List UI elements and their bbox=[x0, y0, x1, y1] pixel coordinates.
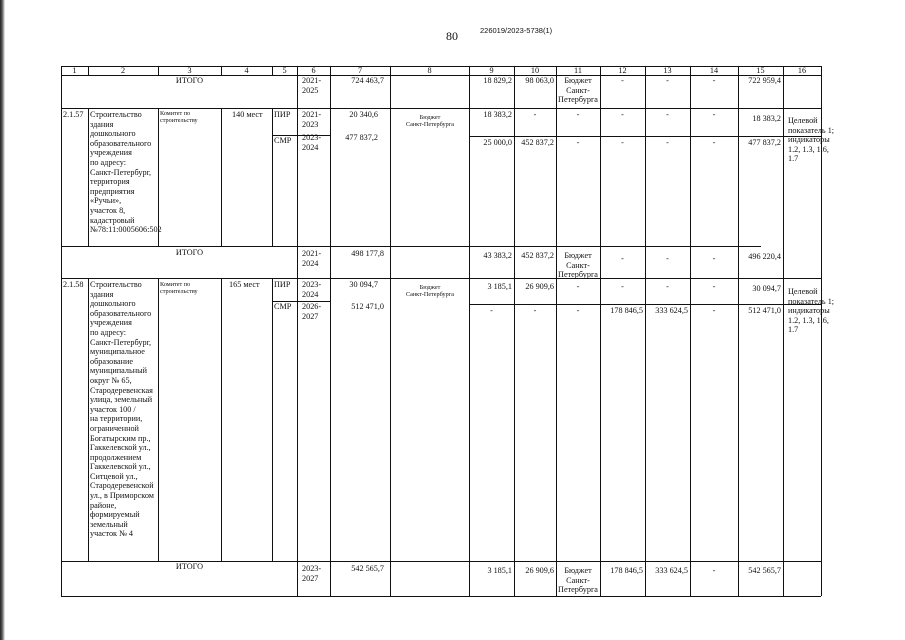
work-type-cell: ПИР bbox=[274, 110, 291, 119]
value-cell: - bbox=[666, 76, 669, 85]
value-cell: 25 000,0 bbox=[483, 138, 512, 147]
value-cell: - bbox=[712, 282, 716, 291]
value-cell: - bbox=[621, 282, 624, 291]
budget-cell: Бюджет Санкт-Петербурга bbox=[405, 284, 455, 298]
header-cell: 3 bbox=[187, 66, 192, 75]
header-cell: 14 bbox=[709, 66, 719, 75]
header-cell: 13 bbox=[663, 66, 672, 75]
value-cell: - bbox=[533, 110, 537, 119]
value-cell: 26 909,6 bbox=[525, 566, 554, 575]
work-type-cell: СМР bbox=[274, 136, 292, 145]
value-cell: 18 829,2 bbox=[483, 76, 512, 85]
work-type-cell: СМР bbox=[274, 302, 292, 311]
source-cell: Бюджет Санкт- Петербурга bbox=[558, 251, 598, 280]
value-cell: - bbox=[712, 76, 716, 85]
customer-cell: Комитет по строительству bbox=[160, 281, 198, 295]
header-cell: 8 bbox=[427, 66, 432, 75]
value-cell: - bbox=[666, 282, 669, 291]
value-cell: 542 565,7 bbox=[748, 566, 781, 575]
years-cell: 2023- 2024 bbox=[302, 133, 322, 152]
header-cell: 15 bbox=[756, 66, 765, 75]
value-cell: - bbox=[712, 306, 716, 315]
value-cell: 18 383,2 bbox=[752, 114, 781, 123]
header-cell: 7 bbox=[357, 66, 363, 75]
header-cell: 11 bbox=[574, 66, 582, 75]
value-cell: 496 220,4 bbox=[748, 252, 781, 261]
value-cell: - bbox=[666, 138, 669, 147]
page-number: 80 bbox=[446, 29, 458, 43]
value-cell: - bbox=[621, 110, 624, 119]
value-cell: 333 624,5 bbox=[655, 566, 688, 575]
indicator-cell: Целевой показатель 1; индикаторы 1.2, 1.3, 1.6, 1.7 bbox=[788, 287, 835, 335]
row-number: 2.1.57 bbox=[63, 110, 84, 119]
value-cell: - bbox=[576, 282, 580, 291]
value-cell: 178 846,5 bbox=[610, 306, 643, 315]
object-description: Строительство здания дошкольного образовательного учреждения по адресу: Санкт-Петербург, территория предприятия «Ручьи», участок 8, кадастровый №78:11:0005606:502 bbox=[90, 110, 162, 235]
amount-cell: 498 177,8 bbox=[351, 249, 384, 258]
value-cell: 178 846,5 bbox=[610, 566, 643, 575]
years-cell: 2021- 2023 bbox=[302, 110, 322, 129]
value-cell: - bbox=[576, 306, 580, 315]
value-cell: - bbox=[712, 254, 716, 263]
source-cell: Бюджет Санкт- Петербурга bbox=[558, 566, 598, 595]
value-cell: - bbox=[576, 110, 580, 119]
amount-cell: 30 094,7 bbox=[349, 280, 378, 289]
budget-cell: Бюджет Санкт-Петербурга bbox=[405, 114, 455, 128]
value-cell: - bbox=[490, 306, 493, 315]
value-cell: 3 185,1 bbox=[487, 566, 512, 575]
amount-cell: 724 463,7 bbox=[351, 76, 384, 85]
value-cell: 512 471,0 bbox=[748, 306, 781, 315]
object-description: Строительство здания дошкольного образовательного учреждения по адресу: Санкт-Петербург, муниципальное образование муниципальный округ № 65, Стародеревенская улица, земельный участок 100 / на территории, ограниченной Богатырским пр., Гаккелевской ул., продолжением Гаккелевской ул., Ситцевой ул., Стародеревенской ул., в Приморском районе, формируемый земельный участок № 4 bbox=[90, 280, 154, 539]
total-label: ИТОГО bbox=[175, 562, 204, 571]
header-cell: 10 bbox=[530, 66, 540, 75]
value-cell: - bbox=[666, 110, 669, 119]
value-cell: - bbox=[712, 138, 716, 147]
value-cell: - bbox=[666, 254, 669, 263]
value-cell: 30 094,7 bbox=[752, 284, 781, 293]
value-cell: 26 909,6 bbox=[525, 282, 554, 291]
capacity-cell: 140 мест bbox=[232, 110, 263, 119]
work-type-cell: ПИР bbox=[274, 280, 291, 289]
value-cell: 333 624,5 bbox=[655, 306, 688, 315]
value-cell: - bbox=[533, 306, 537, 315]
value-cell: 722 959,4 bbox=[748, 76, 781, 85]
value-cell: - bbox=[621, 254, 624, 263]
source-cell: Бюджет Санкт- Петербурга bbox=[558, 76, 598, 105]
capacity-cell: 165 мест bbox=[229, 280, 260, 289]
value-cell: - bbox=[712, 110, 716, 119]
years-cell: 2023- 2027 bbox=[302, 564, 322, 583]
years-cell: 2021- 2025 bbox=[302, 76, 322, 95]
years-cell: 2023- 2024 bbox=[302, 280, 322, 299]
value-cell: 452 837,2 bbox=[521, 251, 554, 260]
header-cell: 4 bbox=[244, 66, 249, 75]
header-cell: 16 bbox=[797, 66, 807, 75]
value-cell: 3 185,1 bbox=[487, 282, 512, 291]
value-cell: 477 837,2 bbox=[748, 138, 781, 147]
total-label: ИТОГО bbox=[175, 248, 204, 257]
scan-binding-edge bbox=[0, 0, 5, 640]
value-cell: - bbox=[621, 76, 624, 85]
value-cell: 18 383,2 bbox=[483, 110, 512, 119]
header-cell: 6 bbox=[311, 66, 316, 75]
years-cell: 2026- 2027 bbox=[302, 302, 322, 321]
value-cell: 98 063,0 bbox=[525, 76, 554, 85]
header-cell: 2 bbox=[120, 66, 126, 75]
value-cell: - bbox=[576, 138, 580, 147]
header-cell: 1 bbox=[72, 66, 77, 75]
row-number: 2.1.58 bbox=[63, 280, 84, 289]
value-cell: 452 837,2 bbox=[521, 138, 554, 147]
total-label: ИТОГО bbox=[175, 76, 204, 85]
value-cell: 43 383,2 bbox=[483, 251, 512, 260]
amount-cell: 20 340,6 bbox=[349, 110, 378, 119]
document-id: 226019/2023-5738(1) bbox=[480, 26, 553, 35]
amount-cell: 512 471,0 bbox=[351, 302, 384, 311]
header-cell: 5 bbox=[282, 66, 287, 75]
amount-cell: 477 837,2 bbox=[345, 133, 378, 142]
customer-cell: Комитет по строительству bbox=[160, 110, 198, 124]
header-cell: 9 bbox=[489, 66, 494, 75]
indicator-cell: Целевой показатель 1; индикаторы 1.2, 1.3, 1.6, 1.7 bbox=[788, 116, 835, 164]
value-cell: - bbox=[621, 138, 624, 147]
value-cell: - bbox=[712, 566, 716, 575]
header-cell: 12 bbox=[618, 66, 627, 75]
amount-cell: 542 565,7 bbox=[351, 564, 384, 573]
years-cell: 2021- 2024 bbox=[302, 249, 322, 268]
